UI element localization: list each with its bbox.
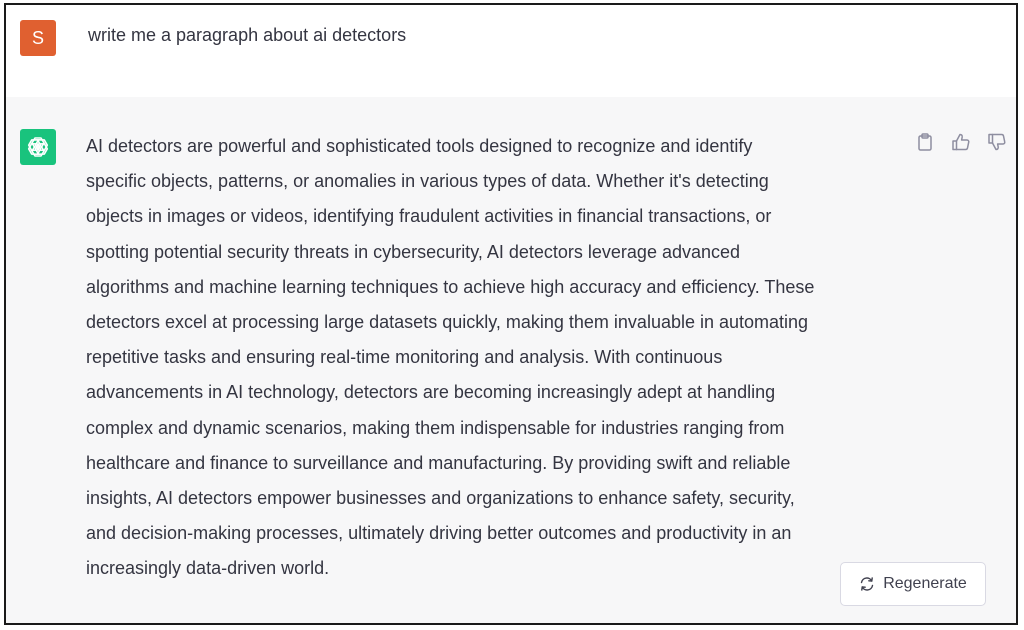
message-actions [912,129,1010,155]
user-message-row [6,5,1016,98]
message-line: objects in images or videos, identifying fraudulent activities in financial transactions, or [86,206,772,227]
message-line: increasingly data-driven world. [86,558,330,579]
message-line: algorithms and machine learning techniques to achieve high accuracy and efficiency. These [86,276,815,297]
message-line: complex and dynamic scenarios, making them indispensable for industries ranging from [86,417,785,438]
message-line: and decision-making processes, ultimately driving better outcomes and productivity in an [86,523,792,544]
message-line: detectors excel at processing large datasets quickly, making them invaluable in automating [86,312,809,333]
chat-window [4,3,1018,625]
message-line: AI detectors are powerful and sophisticated tools designed to recognize and identify [86,136,753,156]
thumbs-up-icon [951,132,971,152]
thumbs-down-button[interactable] [984,129,1010,155]
message-line: healthcare and finance to surveillance and manufacturing. By providing swift and reliable [86,452,791,473]
message-line: specific objects, patterns, or anomalies in various types of data. Whether it's detecting [86,171,769,192]
user-message-text: write me a paragraph about ai detectors [88,25,407,45]
assistant-avatar [20,129,56,165]
openai-logo-icon [25,134,51,160]
message-line: repetitive tasks and ensuring real-time monitoring and analysis. With continuous [86,347,723,368]
message-line: spotting potential security threats in cybersecurity, AI detectors leverage advanced [86,241,741,262]
message-line: insights, AI detectors empower businesses and organizations to enhance safety, security, [86,488,795,509]
thumbs-up-button[interactable] [948,129,974,155]
thumbs-down-icon [987,132,1007,152]
copy-button[interactable] [912,129,938,155]
assistant-message-row [6,97,1016,625]
message-line: advancements in AI technology, detectors are becoming increasingly adept at handling [86,382,776,403]
regenerate-button[interactable] [840,562,986,606]
assistant-message-text [86,129,916,587]
regenerate-label: Regenerate [883,575,967,592]
refresh-icon [859,576,875,592]
clipboard-icon [915,132,935,152]
user-avatar: S [20,20,56,56]
